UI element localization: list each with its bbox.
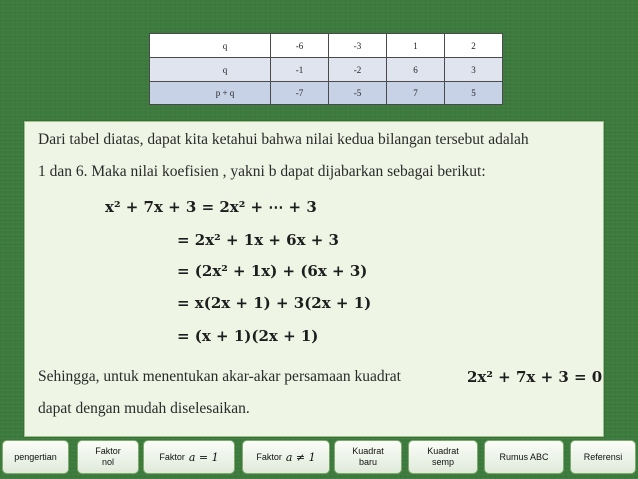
table-cell-label: q	[150, 34, 271, 58]
nav-button-faktor-a-not-1[interactable]	[242, 440, 330, 474]
navigation-bar	[0, 437, 638, 479]
nav-button-pengertian[interactable]	[2, 440, 69, 474]
table-row	[150, 34, 503, 58]
nav-label: Kuadrat	[427, 446, 459, 456]
equation-line: = 2x² + 1x + 6x + 3	[177, 231, 339, 249]
paragraph-line: Sehingga, untuk menentukan akar-akar persamaan kuadrat	[38, 368, 401, 385]
nav-label: nol	[101, 457, 114, 467]
table-cell: -6	[271, 34, 329, 58]
nav-label: Faktor	[159, 451, 185, 462]
nav-label: Referensi	[583, 451, 623, 462]
equation-line: = x(2x + 1) + 3(2x + 1)	[177, 294, 372, 312]
nav-button-kuadrat-semp[interactable]	[408, 440, 478, 474]
table-cell: -7	[271, 82, 329, 105]
nav-label: Rumus ABC	[499, 451, 549, 462]
paragraph-line: Dari tabel diatas, dapat kita ketahui bahwa nilai kedua bilangan tersebut adalah	[38, 131, 529, 148]
nav-label: baru	[358, 457, 377, 467]
nav-label: Faktor	[256, 451, 282, 462]
content-panel	[24, 121, 604, 437]
nav-label: Kuadrat	[352, 446, 384, 456]
nav-button-kuadrat-baru[interactable]	[334, 440, 402, 474]
table-cell: 1	[387, 34, 445, 58]
equation-line: = (x + 1)(2x + 1)	[177, 327, 319, 345]
table-cell: 6	[387, 58, 445, 82]
nav-button-referensi[interactable]	[570, 440, 636, 474]
nav-button-faktor-a-equals-1[interactable]	[143, 440, 235, 474]
nav-label: semp	[431, 457, 454, 467]
table-cell: 2	[445, 34, 503, 58]
paragraph-line: dapat dengan mudah diselesaikan.	[38, 400, 250, 417]
inline-equation: 2x² + 7x + 3 = 0	[467, 368, 603, 386]
table-cell: 3	[445, 58, 503, 82]
table-cell: 5	[445, 82, 503, 105]
table-cell: -2	[329, 58, 387, 82]
table-row	[150, 82, 503, 105]
nav-button-faktor-nol[interactable]	[77, 440, 139, 474]
table-cell-label: p + q	[150, 82, 271, 105]
nav-button-rumus-abc[interactable]	[484, 440, 564, 474]
table-cell-label: q	[150, 58, 271, 82]
nav-label: Faktor	[95, 446, 121, 456]
nav-label: pengertian	[14, 451, 57, 462]
equation-line: = (2x² + 1x) + (6x + 3)	[177, 262, 368, 280]
table-cell: -5	[329, 82, 387, 105]
table-row	[150, 58, 503, 82]
paragraph-line: 1 dan 6. Maka nilai koefisien , yakni b dapat dijabarkan sebagai berikut:	[38, 163, 486, 180]
equation-line: x² + 7x + 3 = 2x² + ⋯ + 3	[105, 198, 317, 216]
table-cell: 7	[387, 82, 445, 105]
a-equals-1-symbol: a = 1	[188, 450, 219, 464]
table-cell: -3	[329, 34, 387, 58]
a-not-equal-1-symbol: a ≠ 1	[285, 450, 316, 464]
table-cell: -1	[271, 58, 329, 82]
pq-table	[149, 33, 503, 105]
